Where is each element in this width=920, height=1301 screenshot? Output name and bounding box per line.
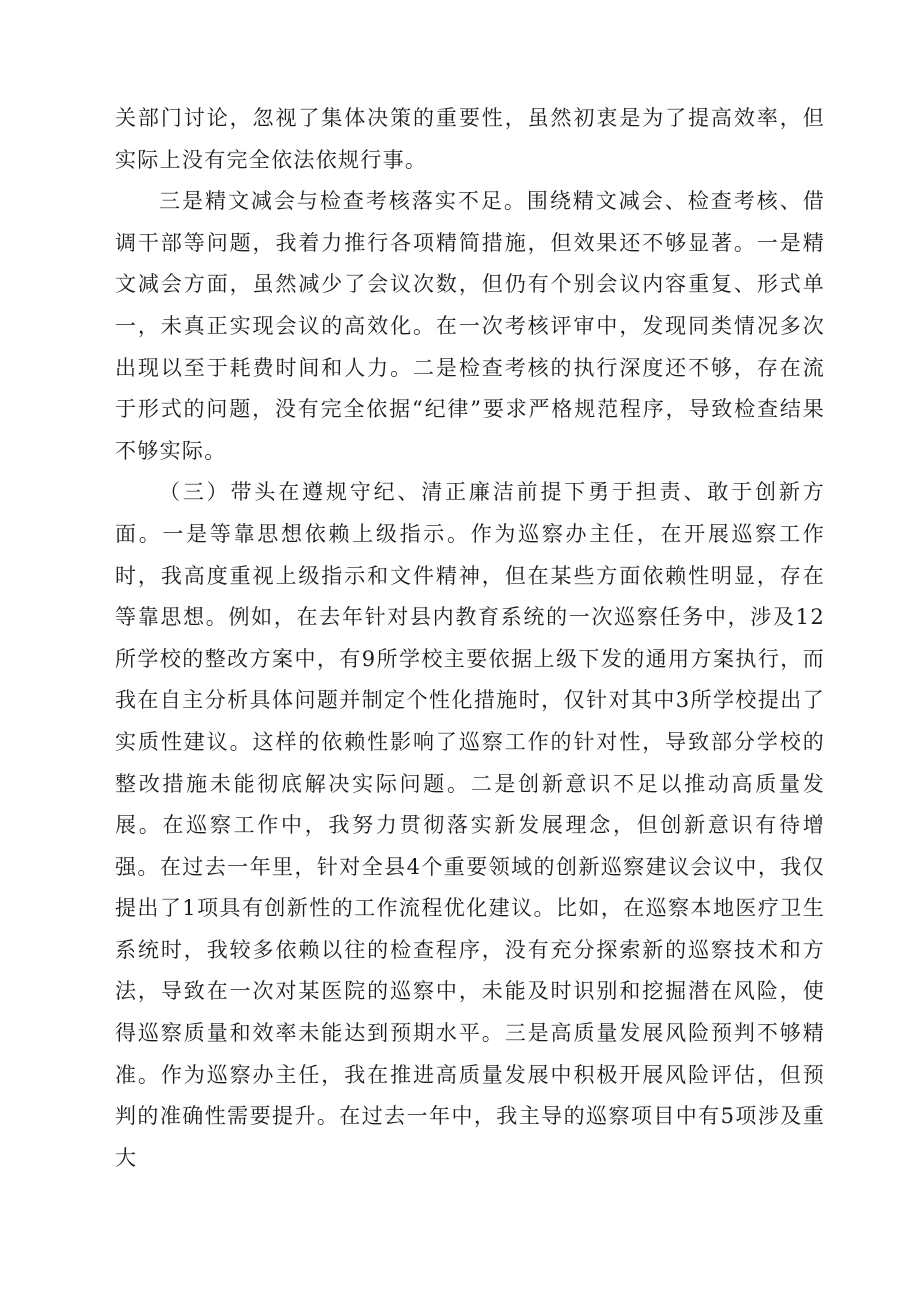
paragraph-continuation: 关部门讨论，忽视了集体决策的重要性，虽然初衷是为了提高效率，但实际上没有完全依法依规行事。	[115, 106, 825, 172]
document-body	[115, 98, 825, 1179]
paragraph-section-three: （三）带头在遵规守纪、清正廉洁前提下勇于担责、敢于创新方面。一是等靠思想依赖上级指示。作为巡察办主任，在开展巡察工作时，我高度重视上级指示和文件精神，但在某些方面依赖性明显，存在等靠思想。例如，在去年针对县内教育系统的一次巡察任务中，涉及12所学校的整改方案中，有9所学校主要依据上级下发的通用方案执行，而我在自主分析具体问题并制定个性化措施时，仅针对其中3所学校提出了实质性建议。这样的依赖性影响了巡察工作的针对性，导致部分学校的整改措施未能彻底解决实际问题。二是创新意识不足以推动高质量发展。在巡察工作中，我努力贯彻落实新发展理念，但创新意识有待增强。在过去一年里，针对全县4个重要领域的创新巡察建议会议中，我仅提出了1项具有创新性的工作流程优化建议。比如，在巡察本地医疗卫生系统时，我较多依赖以往的检查程序，没有充分探索新的巡察技术和方法，导致在一次对某医院的巡察中，未能及时识别和挖掘潜在风险，使得巡察质量和效率未能达到预期水平。三是高质量发展风险预判不够精准。作为巡察办主任，我在推进高质量发展中积极开展风险评估，但预判的准确性需要提升。在过去一年中，我主导的巡察项目中有5项涉及重大	[115, 480, 825, 1170]
paragraph-point-three: 三是精文减会与检查考核落实不足。围绕精文减会、检查考核、借调干部等问题，我着力推行各项精简措施，但效果还不够显著。一是精文减会方面，虽然减少了会议次数，但仍有个别会议内容重复、形式单一，未真正实现会议的高效化。在一次考核评审中，发现同类情况多次出现以至于耗费时间和人力。二是检查考核的执行深度还不够，存在流于形式的问题，没有完全依据“纪律”要求严格规范程序，导致检查结果不够实际。	[115, 189, 825, 463]
